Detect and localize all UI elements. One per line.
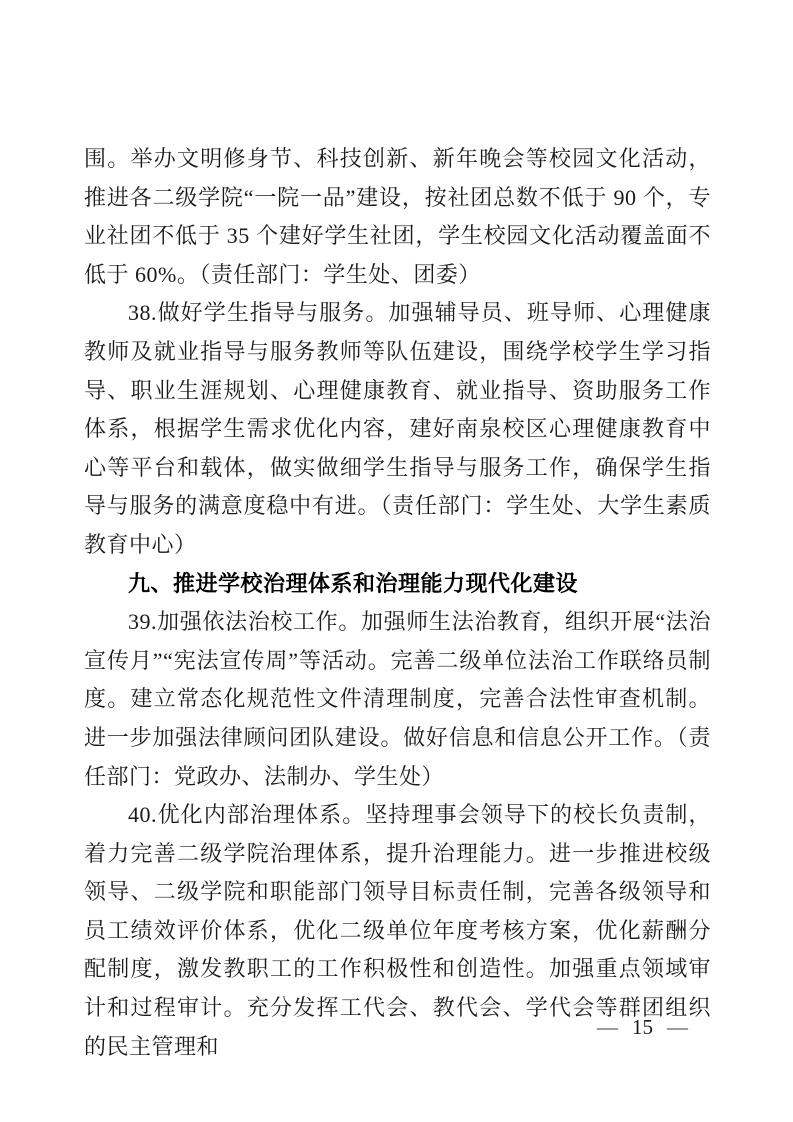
- paragraph-text: 加强辅导员、班导师、心理健康教师及就业指导与服务教师等队伍建设，围绕学校学生学习指导、职业生涯规划、心理健康教育、就业指导、资助服务工作体系，根据学生需求优化内容，建好南泉校区心理健康教育中心等平台和载体，做实做细学生指导与服务工作，确保学生指导与服务的满意度稳中有进。: [84, 300, 711, 519]
- responsible-dept-note: （责任部门：学生处、团委）: [199, 261, 481, 287]
- document-body: [84, 140, 711, 1066]
- item-39-lead: 39.加强依法治校工作。: [128, 609, 361, 635]
- section-heading-9: 九、推进学校治理体系和治理能力现代化建设: [128, 570, 579, 596]
- page-footer: [597, 1015, 688, 1040]
- footer-dash-left: —: [597, 1015, 618, 1039]
- item-38-lead: 38.做好学生指导与服务。: [128, 300, 389, 326]
- paragraph-text: 围。举办文明修身节、科技创新、新年晚会等校园文化活动，推进各二级学院“一院一品”建设，按社团总数不低于 90 个，专业社团不低于 35 个建好学生社团，学生校园文化活动覆盖面不低于 60%。: [84, 146, 711, 287]
- item-40-lead: 40.优化内部治理体系。: [128, 802, 366, 828]
- paragraph-text: 加强师生法治教育，组织开展“法治宣传月”“宪法宣传周”等活动。完善二级单位法治工作联络员制度。建立常态化规范性文件清理制度，完善合法性审查机制。进一步加强法律顾问团队建设。做好信息和信息公开工作。: [84, 609, 711, 750]
- footer-dash-right: —: [667, 1015, 688, 1039]
- paragraph-37-continuation: [84, 140, 711, 294]
- responsible-dept-note: （责任部门：学生处、大学生素质教育中心）: [84, 493, 711, 557]
- page-number: 15: [632, 1015, 653, 1039]
- paragraph-38: [84, 294, 711, 564]
- paragraph-39: [84, 603, 711, 796]
- responsible-dept-note: （责任部门：党政办、法制办、学生处）: [84, 724, 711, 789]
- paragraph-text: 坚持理事会领导下的校长负责制，着力完善二级学院治理体系，提升治理能力。进一步推进校级领导、二级学院和职能部门领导目标责任制，完善各级领导和员工绩效评价体系，优化二级单位年度考核方案，优化薪酬分配制度，激发教职工的工作积极性和创造性。加强重点领域审计和过程审计。充分发挥工代会、教代会、学代会等群团组织的民主管理和: [84, 802, 711, 1059]
